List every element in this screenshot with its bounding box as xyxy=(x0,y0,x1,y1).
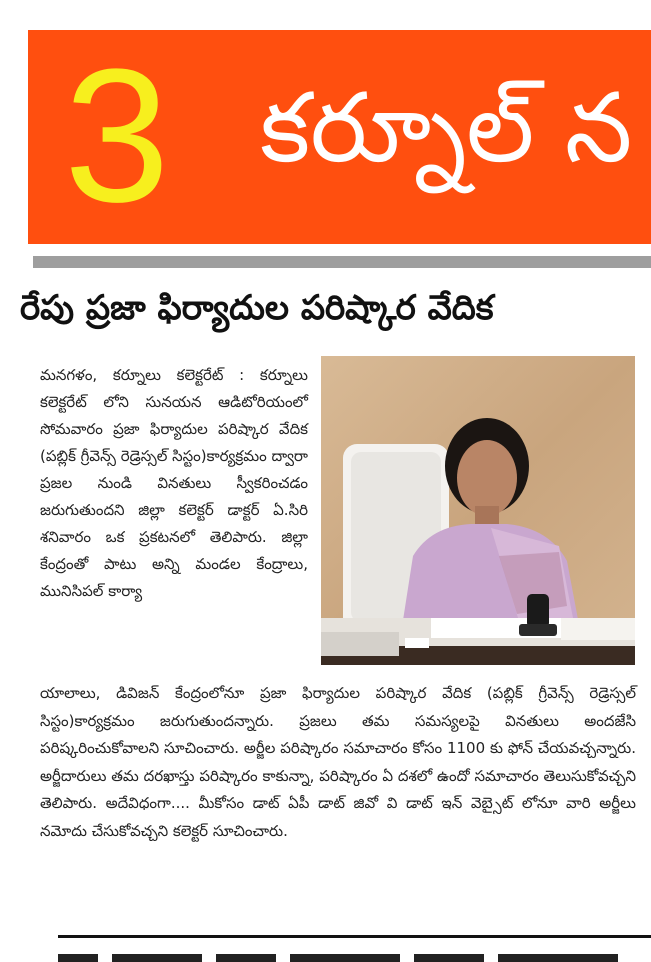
article-column-text: మనగళం, కర్నూలు కలెక్టరేట్ : కర్నూలు కలెక్టరేట్ లోని సునయన ఆడిటోరియంలో సోమవారం ప్రజా ఫిర్యాదుల పరిష్కార వేదిక (పబ్లిక్ గ్రీవెన్స్ రెడ్రెస్సల్ సిస్టం)కార్యక్రమం ద్వారా ప్రజల నుండి వినతులు స్వీకరించడం జరుగుతుందని జిల్లా కలెక్టర్ డాక్టర్ ఏ.సిరి శనివారం ఒక ప్రకటనలో తెలిపారు. జిల్లా కేంద్రంతో పాటు అన్ని మండల కేంద్రాలు, మునిసిపల్ కార్యా xyxy=(40,366,308,600)
page-banner xyxy=(28,30,651,244)
next-article-headline-cropped xyxy=(58,946,651,962)
article-headline: రేపు ప్రజా ఫిర్యాదుల పరిష్కార వేదిక xyxy=(20,288,494,328)
article-divider xyxy=(58,935,651,938)
section-title: కర్నూల్ న xyxy=(260,72,633,184)
divider-bar xyxy=(33,256,651,268)
article-full-width-text: యాలాలు, డివిజన్ కేంద్రంలోనూ ప్రజా ఫిర్యాదుల పరిష్కార వేదిక (పబ్లిక్ గ్రీవెన్స్ రెడ్రెస్సల్ సిస్టం)కార్యక్రమం జరుగుతుందన్నారు. ప్రజలు తమ సమస్యలపై వినతులు అందజేసి పరిష్కరించుకోవాలని సూచించారు. అర్జీల పరిష్కారం సమాచారం కోసం 1100 కు ఫోన్ చేయవచ్చన్నారు. అర్జీదారులు తమ దరఖాస్తు పరిష్కారం కాకున్నా, పరిష్కారం ఏ దశలో ఉందో సమాచారం తెలుసుకోవచ్చని తెలిపారు. అదేవిధంగా.... మీకోసం డాట్ ఏపీ డాట్ జివో వి డాట్ ఇన్ వెబ్సైట్ లోనూ వారి అర్జీలు నమోదు చేసుకోవచ్చని కలెక్టర్ సూచించారు. xyxy=(40,684,636,840)
collector-photo xyxy=(321,356,635,665)
page-number: 3 xyxy=(64,30,170,242)
